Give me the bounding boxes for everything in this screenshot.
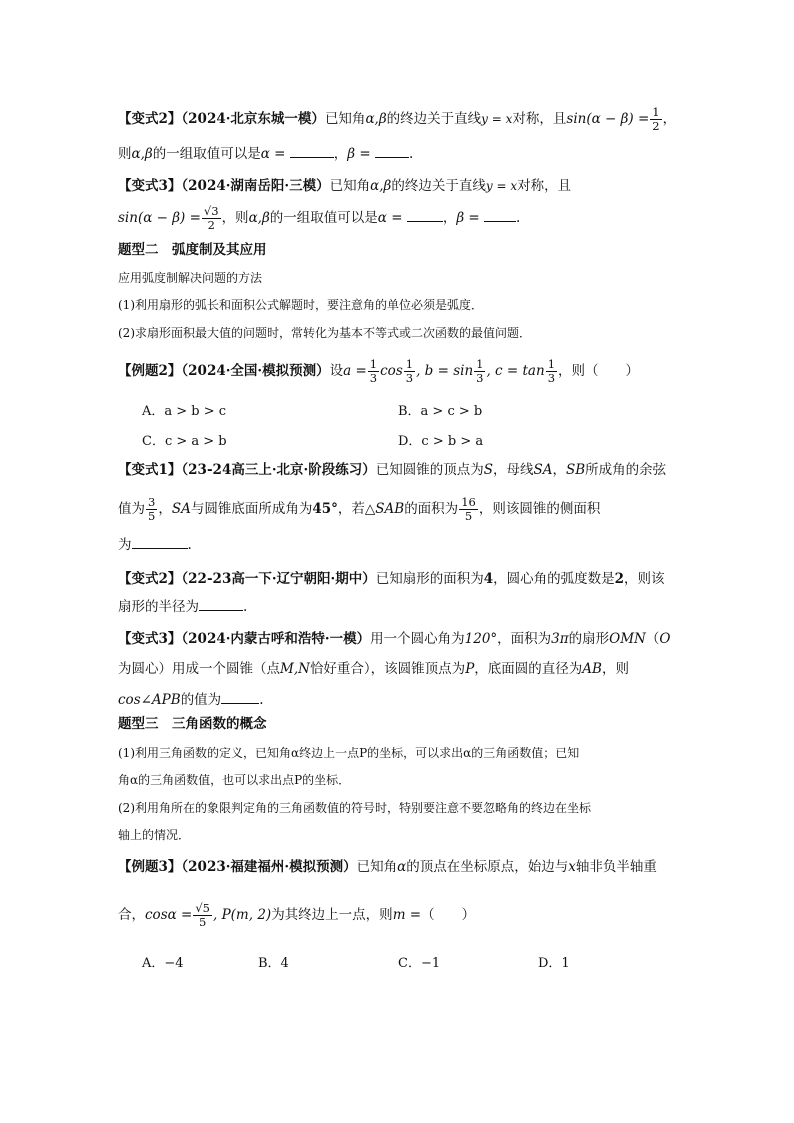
- numerator: 1: [652, 105, 660, 119]
- text: 为圆心）用成一个圆锥（点: [118, 661, 280, 677]
- math: α,β: [365, 111, 387, 127]
- math: y = x: [481, 112, 513, 126]
- text: 则: [118, 146, 132, 162]
- answer-blank[interactable]: [132, 536, 188, 549]
- option-d[interactable]: D．1: [538, 956, 570, 971]
- denominator: 2: [207, 218, 215, 232]
- math: P: [465, 661, 475, 677]
- text: .: [259, 692, 264, 708]
- math: SB: [565, 462, 586, 478]
- math: sin(α − β) =: [118, 210, 201, 226]
- question-variant3b-line2: [118, 659, 629, 679]
- example3-line1: [118, 857, 657, 877]
- question-tag: 【变式2】: [118, 571, 182, 587]
- text: 的面积为: [404, 501, 459, 517]
- question-source: （22-23高一下·辽宁朝阳·期中）: [181, 571, 376, 587]
- text: ，若: [337, 501, 365, 517]
- fraction: [404, 358, 415, 385]
- text: .: [516, 210, 521, 226]
- text: ，: [158, 501, 172, 517]
- text: 已知角: [324, 111, 366, 127]
- text: 已知圆锥的顶点为: [375, 462, 484, 478]
- numerator: √3: [203, 204, 219, 218]
- method-point: (1)利用扇形的弧长和面积公式解题时，要注意角的单位必须是弧度．: [118, 298, 484, 312]
- denominator: 3: [547, 371, 556, 385]
- question-source: （2024·内蒙古呼和浩特·一模）: [181, 631, 371, 647]
- option-c[interactable]: C．c > a > b: [142, 434, 227, 449]
- method-point: (2)求扇形面积最大值的问题时，常转化为基本不等式或二次函数的最值问题．: [118, 326, 532, 340]
- math: α =: [377, 210, 403, 226]
- math: , c = tan: [486, 363, 545, 379]
- text: 与圆锥底面所成角为: [190, 501, 313, 517]
- text: 已知角: [329, 178, 371, 194]
- math: OMN: [609, 631, 646, 647]
- question-variant1-line3: [118, 535, 192, 555]
- text: ，母线: [492, 462, 534, 478]
- question-variant1-line1: [118, 460, 666, 480]
- option-b[interactable]: B．4: [258, 956, 289, 971]
- fraction: [146, 496, 157, 523]
- question-source: （2024·北京东城一模）: [181, 111, 325, 127]
- text: .: [408, 146, 414, 162]
- question-variant3-line1: [118, 176, 571, 196]
- text: 对称，且: [512, 111, 567, 127]
- math: O: [659, 631, 671, 647]
- question-source: （2024·全国·模拟预测）: [181, 363, 330, 379]
- math: α,β: [370, 178, 392, 194]
- question-tag: 【例题3】: [118, 859, 182, 875]
- example2-stem: [118, 358, 639, 385]
- text: ，: [333, 146, 348, 162]
- text: .: [187, 537, 192, 553]
- fraction: [202, 205, 221, 232]
- text: （ ）: [421, 907, 476, 923]
- text: 已知扇形的面积为: [375, 571, 484, 587]
- denominator: 5: [464, 509, 473, 523]
- math: y = x: [485, 179, 518, 193]
- numerator: 16: [461, 495, 476, 509]
- text: 的值为: [180, 692, 222, 708]
- numerator: 3: [148, 495, 156, 509]
- answer-blank[interactable]: [221, 691, 259, 704]
- text: ，: [442, 210, 457, 226]
- text: 为: [118, 537, 132, 553]
- text: ，则该圆锥的侧面积: [478, 501, 601, 517]
- text: 的终边关于直线: [386, 111, 482, 127]
- text: 对称，且: [517, 178, 572, 194]
- method-point: 轴上的情况．: [118, 828, 191, 842]
- text: 所成角的余弦: [585, 462, 667, 478]
- math: a =: [343, 363, 367, 379]
- option-c[interactable]: C．−1: [398, 956, 441, 971]
- text: ，则该: [624, 571, 665, 587]
- example3-line2: [118, 902, 475, 929]
- question-tag: 【变式1】: [118, 462, 182, 478]
- text: 合，: [118, 907, 145, 923]
- math: 3π: [551, 631, 569, 647]
- math: △SAB: [364, 501, 405, 517]
- option-b[interactable]: B．a > c > b: [398, 404, 483, 419]
- math: α: [397, 859, 407, 875]
- option-a[interactable]: A．a > b > c: [142, 404, 227, 419]
- answer-blank[interactable]: [199, 598, 243, 611]
- option-a[interactable]: A．−4: [142, 956, 184, 971]
- math: SA: [533, 462, 553, 478]
- question-tag: 【例题2】: [118, 363, 182, 379]
- numerator: √5: [195, 901, 210, 915]
- math: cos∠APB: [118, 692, 181, 708]
- question-variant3-line2: [118, 205, 520, 232]
- method-point: (2)利用角所在的象限判定角的三角函数值的符号时，特别要注意不要忽略角的终边在坐标: [118, 801, 592, 815]
- numerator: 1: [405, 357, 414, 371]
- math: sin(α − β) =: [566, 111, 650, 127]
- fraction: [546, 358, 557, 385]
- question-variant2b-line2: [118, 597, 247, 617]
- text: ，底面圆的直径为: [474, 661, 583, 677]
- answer-blank[interactable]: [290, 145, 334, 158]
- numerator: 1: [369, 357, 378, 371]
- text: 扇形的半径为: [118, 599, 199, 615]
- math: , b = sin: [416, 363, 474, 379]
- fraction: [193, 902, 212, 929]
- method-point: (1)利用三角函数的定义，已知角α终边上一点P的坐标，可以求出α的三角函数值；已知: [118, 746, 580, 760]
- math: cos: [380, 363, 403, 379]
- math: S: [483, 462, 493, 478]
- denominator: 3: [405, 371, 414, 385]
- fraction: [650, 106, 661, 133]
- question-tag: 【变式2】: [118, 111, 182, 127]
- text: 的扇形: [568, 631, 610, 647]
- math: x: [568, 859, 576, 875]
- fraction: [474, 358, 485, 385]
- math: α,β: [131, 146, 153, 162]
- math: 2: [614, 571, 625, 587]
- math: β =: [456, 210, 480, 226]
- answer-blank[interactable]: [407, 209, 443, 222]
- text: 的顶点在坐标原点，始边与: [406, 859, 569, 875]
- math: cosα =: [145, 907, 193, 923]
- math: , P(m, 2): [213, 907, 272, 923]
- math: 45°: [312, 501, 338, 517]
- text: 的一组取值可以是: [269, 210, 378, 226]
- text: （: [645, 631, 660, 647]
- question-variant1-line2: [118, 496, 600, 523]
- text: 轴非负半轴重: [575, 859, 657, 875]
- section-heading: 题型二 弧度制及其应用: [118, 242, 267, 258]
- question-source: （2023·福建福州·模拟预测）: [181, 859, 357, 875]
- denominator: 2: [652, 119, 660, 133]
- section-heading: 题型三 三角函数的概念: [118, 716, 267, 732]
- text: 用一个圆心角为: [370, 631, 465, 647]
- math: SA: [171, 501, 191, 517]
- question-source: （23-24高三上·北京·阶段练习）: [181, 462, 376, 478]
- math: AB: [582, 661, 602, 677]
- answer-blank[interactable]: [484, 209, 516, 222]
- denominator: 3: [476, 371, 484, 385]
- math: α,β: [248, 210, 270, 226]
- text: ，: [552, 462, 566, 478]
- text: 已知角: [356, 859, 398, 875]
- question-tag: 【变式3】: [118, 178, 182, 194]
- text: ，面积为: [497, 631, 552, 647]
- text: .: [243, 599, 248, 615]
- text: ，则（ ）: [558, 363, 640, 379]
- math: 120°: [464, 631, 498, 647]
- math: M,N: [280, 661, 310, 677]
- question-variant3b-line1: [118, 629, 670, 649]
- method-title: 应用弧度制解决问题的方法: [118, 271, 263, 285]
- fraction: [459, 496, 478, 523]
- answer-blank[interactable]: [375, 145, 409, 158]
- numerator: 1: [547, 357, 556, 371]
- text: 的一组取值可以是: [152, 146, 261, 162]
- text: 设: [329, 363, 344, 379]
- text: ，: [662, 111, 677, 127]
- text: 值为: [118, 501, 145, 517]
- text: ，则: [221, 210, 249, 226]
- option-d[interactable]: D．c > b > a: [398, 434, 484, 449]
- fraction: [368, 358, 379, 385]
- math: 4: [483, 571, 494, 587]
- question-variant2-line1: [118, 106, 676, 133]
- question-tag: 【变式3】: [118, 631, 182, 647]
- math: m =: [392, 907, 422, 923]
- question-source: （2024·湖南岳阳·三模）: [181, 178, 330, 194]
- text: 的终边关于直线: [391, 178, 486, 194]
- denominator: 5: [199, 915, 207, 929]
- text: 为其终边上一点，则: [271, 907, 393, 923]
- numerator: 1: [476, 357, 484, 371]
- denominator: 3: [369, 371, 378, 385]
- denominator: 5: [148, 509, 156, 523]
- math: β =: [347, 146, 371, 162]
- text: ，圆心角的弧度数是: [493, 571, 615, 587]
- math: α =: [260, 146, 286, 162]
- text: ，则: [601, 661, 629, 677]
- question-variant2b-line1: [118, 569, 665, 589]
- method-point: 角α的三角函数值，也可以求出点P的坐标．: [118, 773, 351, 787]
- question-variant3b-line3: [118, 690, 263, 710]
- question-variant2-line2: [118, 144, 413, 164]
- text: 恰好重合），该圆锥顶点为: [309, 661, 466, 677]
